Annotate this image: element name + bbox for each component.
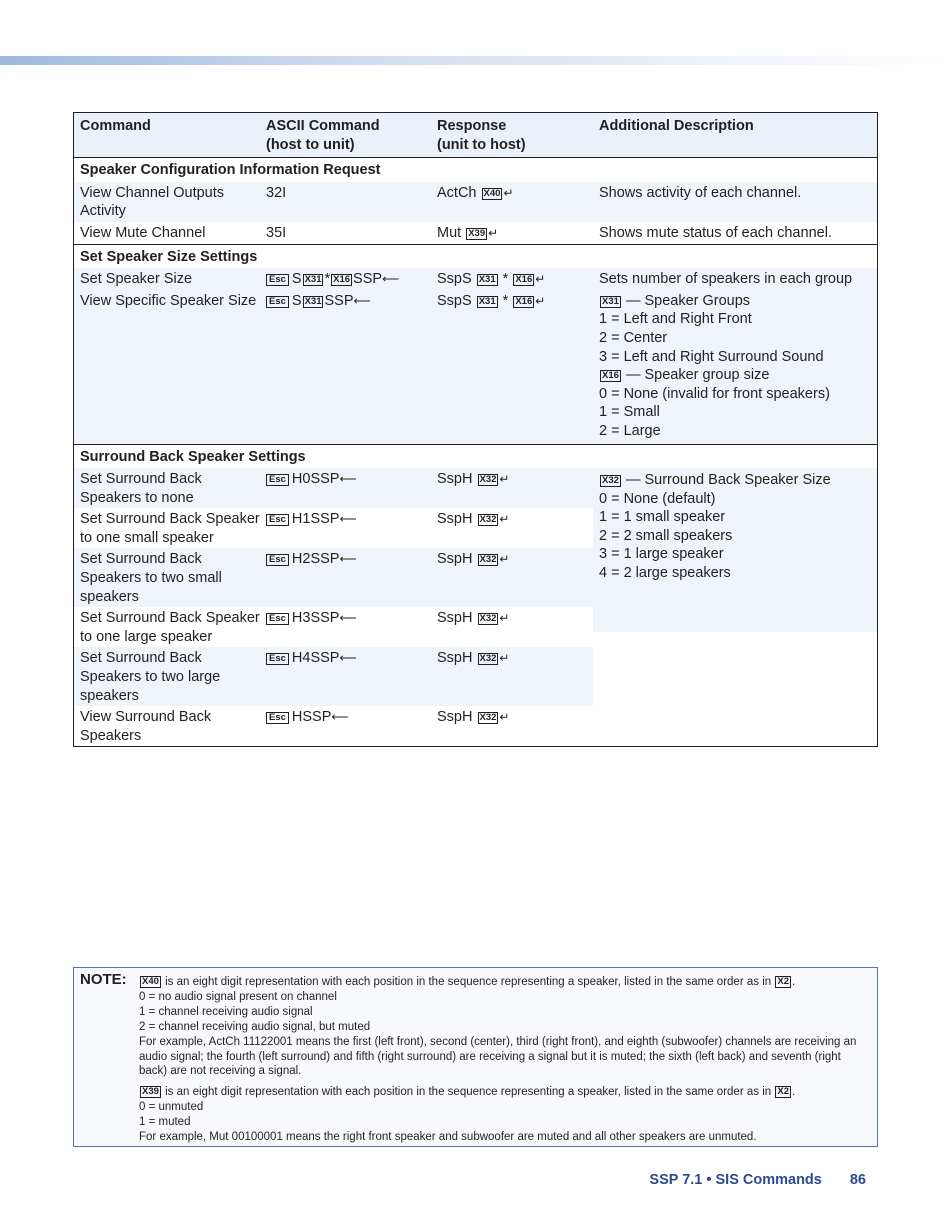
- return-icon: ↵: [499, 710, 510, 725]
- left-arrow-icon: ⟵: [339, 651, 357, 666]
- variable-box: X39: [468, 227, 486, 239]
- note-body: X40 is an eight digit representation with each position in the sequence representing a speaker, listed in the same order as in X2 . 0 = no audio signal present on channel 1 = channel receiving audio signal 2 = channel receiving audio signal, but muted For example, ActCh 11122001 means the first (left front), second (center), third (right front), and eighth (subwoofer) channels are receiving an audio signal; the fourth (left surround) and fifth (right surround) are receiving a signal but it is muted; the sixth (left back) and seventh (right back) are not receiving a signal. X39 is an eight digit representation with each position in the sequence representing a speaker, listed in the same order as in X2 . 0 = unmuted 1 = muted For example, Mut 00100001 means the right front speaker and subwoofer are muted and all other speakers are unmuted.: [139, 976, 857, 1144]
- table-row: Set Surround Back Speakers to none Esc H0SSP⟵ SspH X32 ↵: [74, 468, 593, 508]
- note-box: [73, 967, 878, 1147]
- return-icon: ↵: [499, 472, 510, 487]
- top-gradient-bar: [0, 56, 950, 65]
- table-row: Set Speaker Size Esc S X31 * X16 SSP⟵ SspS X31 * X16 ↵ Sets number of speakers in each group: [74, 268, 877, 290]
- esc-key-icon: Esc: [266, 474, 289, 486]
- left-arrow-icon: ⟵: [331, 710, 349, 725]
- table-header: [74, 113, 877, 158]
- section-title: Surround Back Speaker Settings: [74, 444, 877, 469]
- left-arrow-icon: ⟵: [339, 611, 357, 626]
- return-icon: ↵: [488, 225, 499, 240]
- left-arrow-icon: ⟵: [339, 552, 357, 567]
- esc-key-icon: Esc: [266, 653, 289, 665]
- section-title: Set Speaker Size Settings: [74, 244, 877, 269]
- esc-key-icon: Esc: [266, 712, 289, 724]
- header-response: Response (unit to host): [437, 118, 526, 153]
- table-row: Set Surround Back Speaker to one small speaker Esc H1SSP⟵ SspH X32 ↵: [80, 511, 510, 546]
- return-icon: ↵: [499, 611, 510, 626]
- speaker-size-description: X31 — Speaker Groups 1 = Left and Right Front 2 = Center 3 = Left and Right Surround Sound X16 — Speaker group size 0 = None (invalid for front speakers) 1 = Small 2 = Large: [599, 292, 830, 439]
- table-row: Set Surround Back Speakers to two large speakers Esc H4SSP⟵ SspH X32 ↵: [74, 647, 593, 706]
- command-table: [73, 112, 878, 747]
- page-footer: [649, 1172, 866, 1188]
- footer-title: SSP 7.1 • SIS Commands: [649, 1172, 822, 1188]
- table-row: View Surround Back Speakers Esc HSSP⟵ SspH X32 ↵: [80, 709, 510, 744]
- variable-box: X40: [483, 187, 501, 199]
- return-icon: ↵: [499, 651, 510, 666]
- return-icon: ↵: [499, 552, 510, 567]
- table-row: View Channel Outputs Activity 32I ActCh X40 ↵ Shows activity of each channel.: [74, 182, 877, 222]
- left-arrow-icon: ⟵: [353, 293, 371, 308]
- esc-key-icon: Esc: [266, 554, 289, 566]
- table-row: Set Surround Back Speaker to one large speaker Esc H3SSP⟵ SspH X32 ↵: [80, 610, 510, 645]
- esc-key-icon: Esc: [266, 514, 289, 526]
- left-arrow-icon: ⟵: [339, 512, 357, 527]
- esc-key-icon: Esc: [266, 613, 289, 625]
- table-row: View Mute Channel 35I Mut X39 ↵ Shows mute status of each channel.: [80, 224, 832, 241]
- table-row: View Specific Speaker Size Esc S X31 SSP⟵ SspS X31 * X16 ↵ X31 — Speaker Groups 1 = Left and Right Front 2 = Center 3 = Left and Right Surround Sound X16 — Speaker group size 0 = None (invalid for front speakers) 1 = Small 2 = Large: [74, 290, 877, 444]
- esc-key-icon: Esc: [266, 296, 289, 308]
- header-description: Additional Description: [599, 118, 754, 134]
- return-icon: ↵: [503, 185, 514, 200]
- page-number: 86: [849, 1172, 866, 1188]
- section-title: Speaker Configuration Information Request: [80, 162, 381, 179]
- surround-back-description: X32 — Surround Back Speaker Size 0 = None (default) 1 = 1 small speaker 2 = 2 small speakers 3 = 1 large speaker 4 = 2 large speakers: [593, 468, 877, 632]
- return-icon: ↵: [499, 512, 510, 527]
- return-icon: ↵: [535, 272, 546, 287]
- header-command: Command: [80, 118, 151, 134]
- left-arrow-icon: ⟵: [339, 472, 357, 487]
- esc-key-icon: Esc: [266, 274, 289, 286]
- note-label: NOTE:: [80, 971, 127, 988]
- table-row: Set Surround Back Speakers to two small speakers Esc H2SSP⟵ SspH X32 ↵: [74, 548, 593, 607]
- left-arrow-icon: ⟵: [382, 272, 400, 287]
- surround-back-block: [74, 468, 877, 746]
- header-ascii: ASCII Command (host to unit): [266, 118, 380, 153]
- return-icon: ↵: [535, 293, 546, 308]
